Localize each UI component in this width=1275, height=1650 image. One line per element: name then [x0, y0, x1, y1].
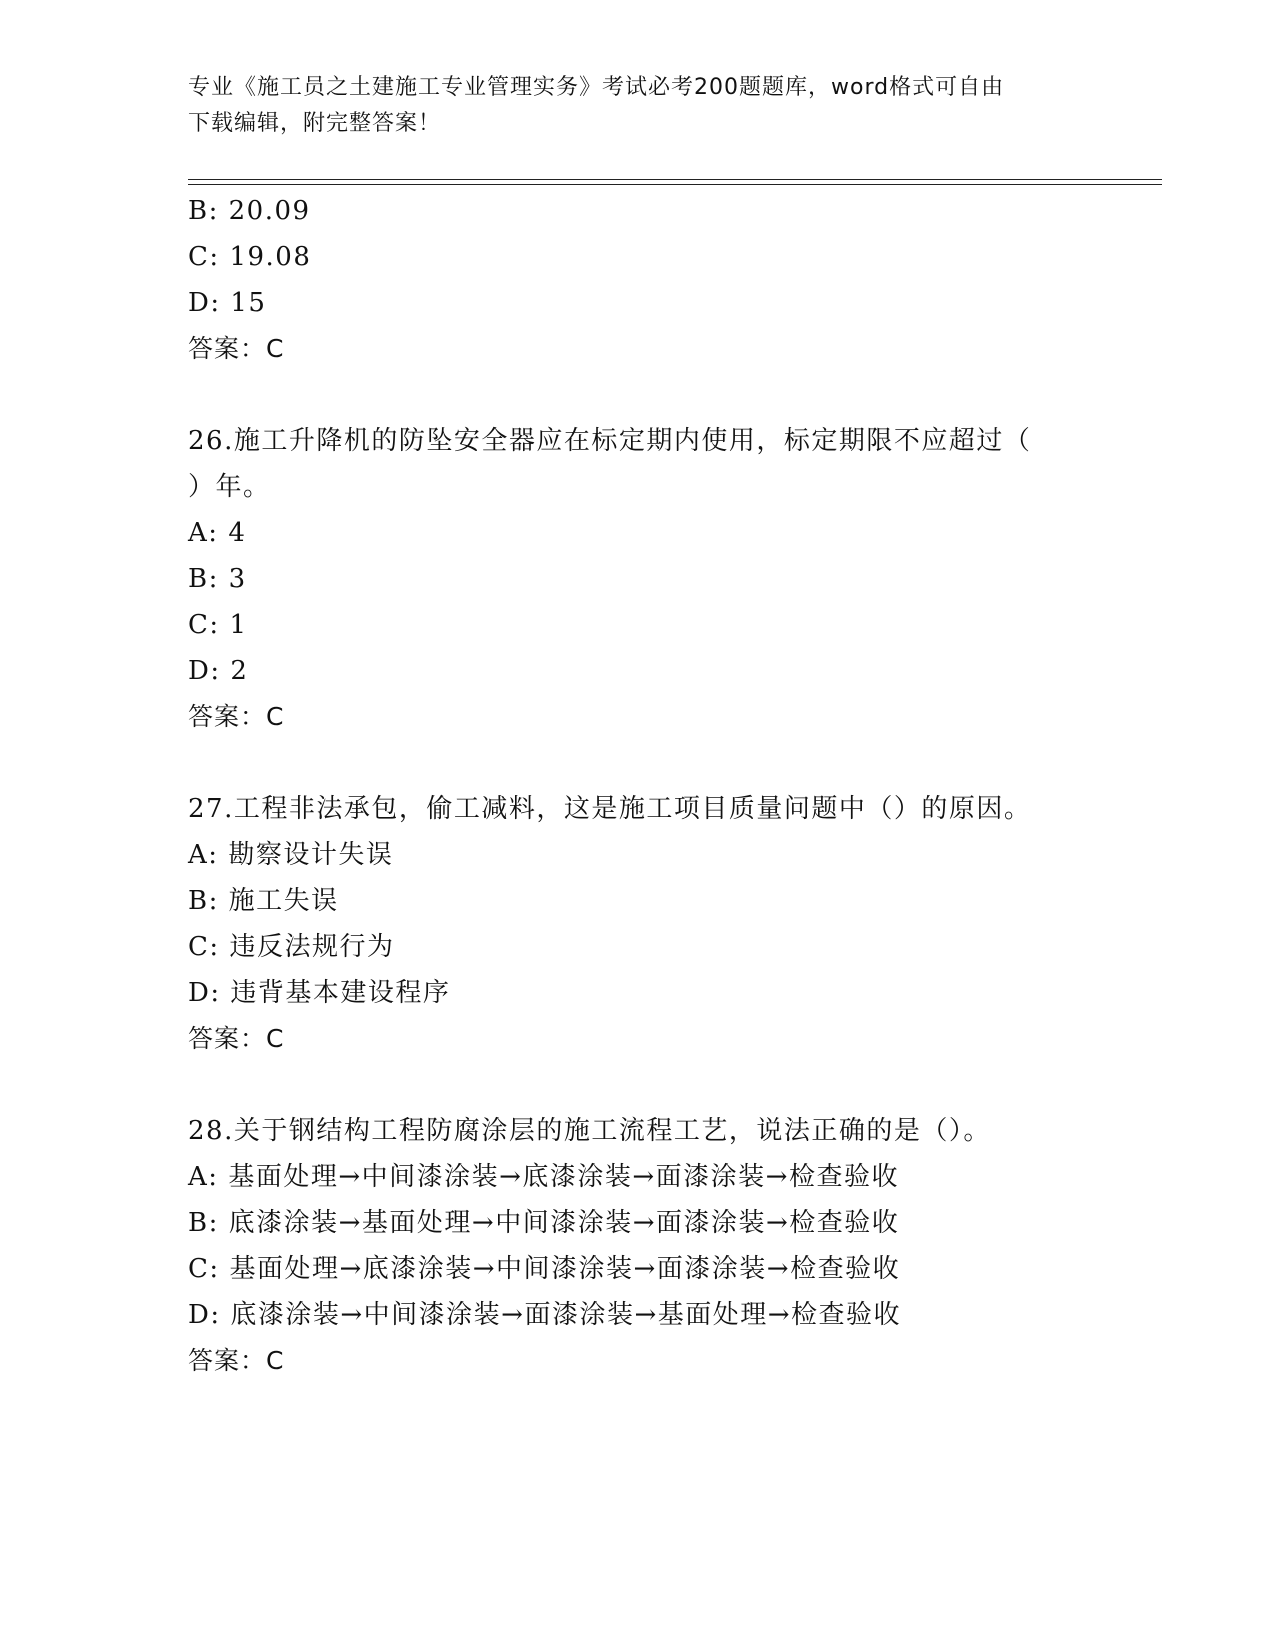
header-line-2: 下载编辑，附完整答案！	[188, 111, 442, 136]
document-body	[188, 188, 1088, 1384]
option-c: C: 基面处理→底漆涂装→中间漆涂装→面漆涂装→检查验收	[188, 1254, 901, 1284]
option-b: B: 3	[188, 564, 247, 594]
question-text: 28.关于钢结构工程防腐涂层的施工流程工艺，说法正确的是（）。	[188, 1116, 991, 1146]
question-28	[188, 1108, 1088, 1384]
question-text-continued: ）年。	[188, 472, 271, 502]
header-line-1: 专业《施工员之土建施工专业管理实务》考试必考200题题库，word格式可自由	[188, 75, 1005, 100]
answer-line: 答案：C	[188, 1346, 285, 1375]
option-c: C: 违反法规行为	[188, 932, 395, 962]
option-a: A: 勘察设计失误	[188, 840, 394, 870]
option-b: B: 底漆涂装→基面处理→中间漆涂装→面漆涂装→检查验收	[188, 1208, 900, 1238]
option-c: C: 1	[188, 610, 248, 640]
question-26	[188, 418, 1088, 740]
question-25-fragment	[188, 188, 1088, 372]
option-b: B: 施工失误	[188, 886, 339, 916]
option-d: D: 违背基本建设程序	[188, 978, 451, 1008]
option-d: D: 2	[188, 656, 249, 686]
question-text: 26.施工升降机的防坠安全器应在标定期内使用，标定期限不应超过（	[188, 426, 1032, 456]
option-d: D: 15	[188, 288, 267, 318]
header-divider-bottom	[188, 184, 1162, 185]
question-text: 27.工程非法承包，偷工减料，这是施工项目质量问题中（）的原因。	[188, 794, 1032, 824]
answer-line: 答案：C	[188, 1024, 285, 1053]
option-c: C: 19.08	[188, 242, 312, 272]
option-a: A: 基面处理→中间漆涂装→底漆涂装→面漆涂装→检查验收	[188, 1162, 899, 1192]
option-a: A: 4	[188, 518, 247, 548]
answer-line: 答案：C	[188, 702, 285, 731]
document-header	[188, 70, 1088, 142]
header-divider-top	[188, 179, 1162, 180]
answer-line: 答案：C	[188, 334, 285, 363]
option-d: D: 底漆涂装→中间漆涂装→面漆涂装→基面处理→检查验收	[188, 1300, 902, 1330]
question-27	[188, 786, 1088, 1062]
option-b: B: 20.09	[188, 196, 311, 226]
